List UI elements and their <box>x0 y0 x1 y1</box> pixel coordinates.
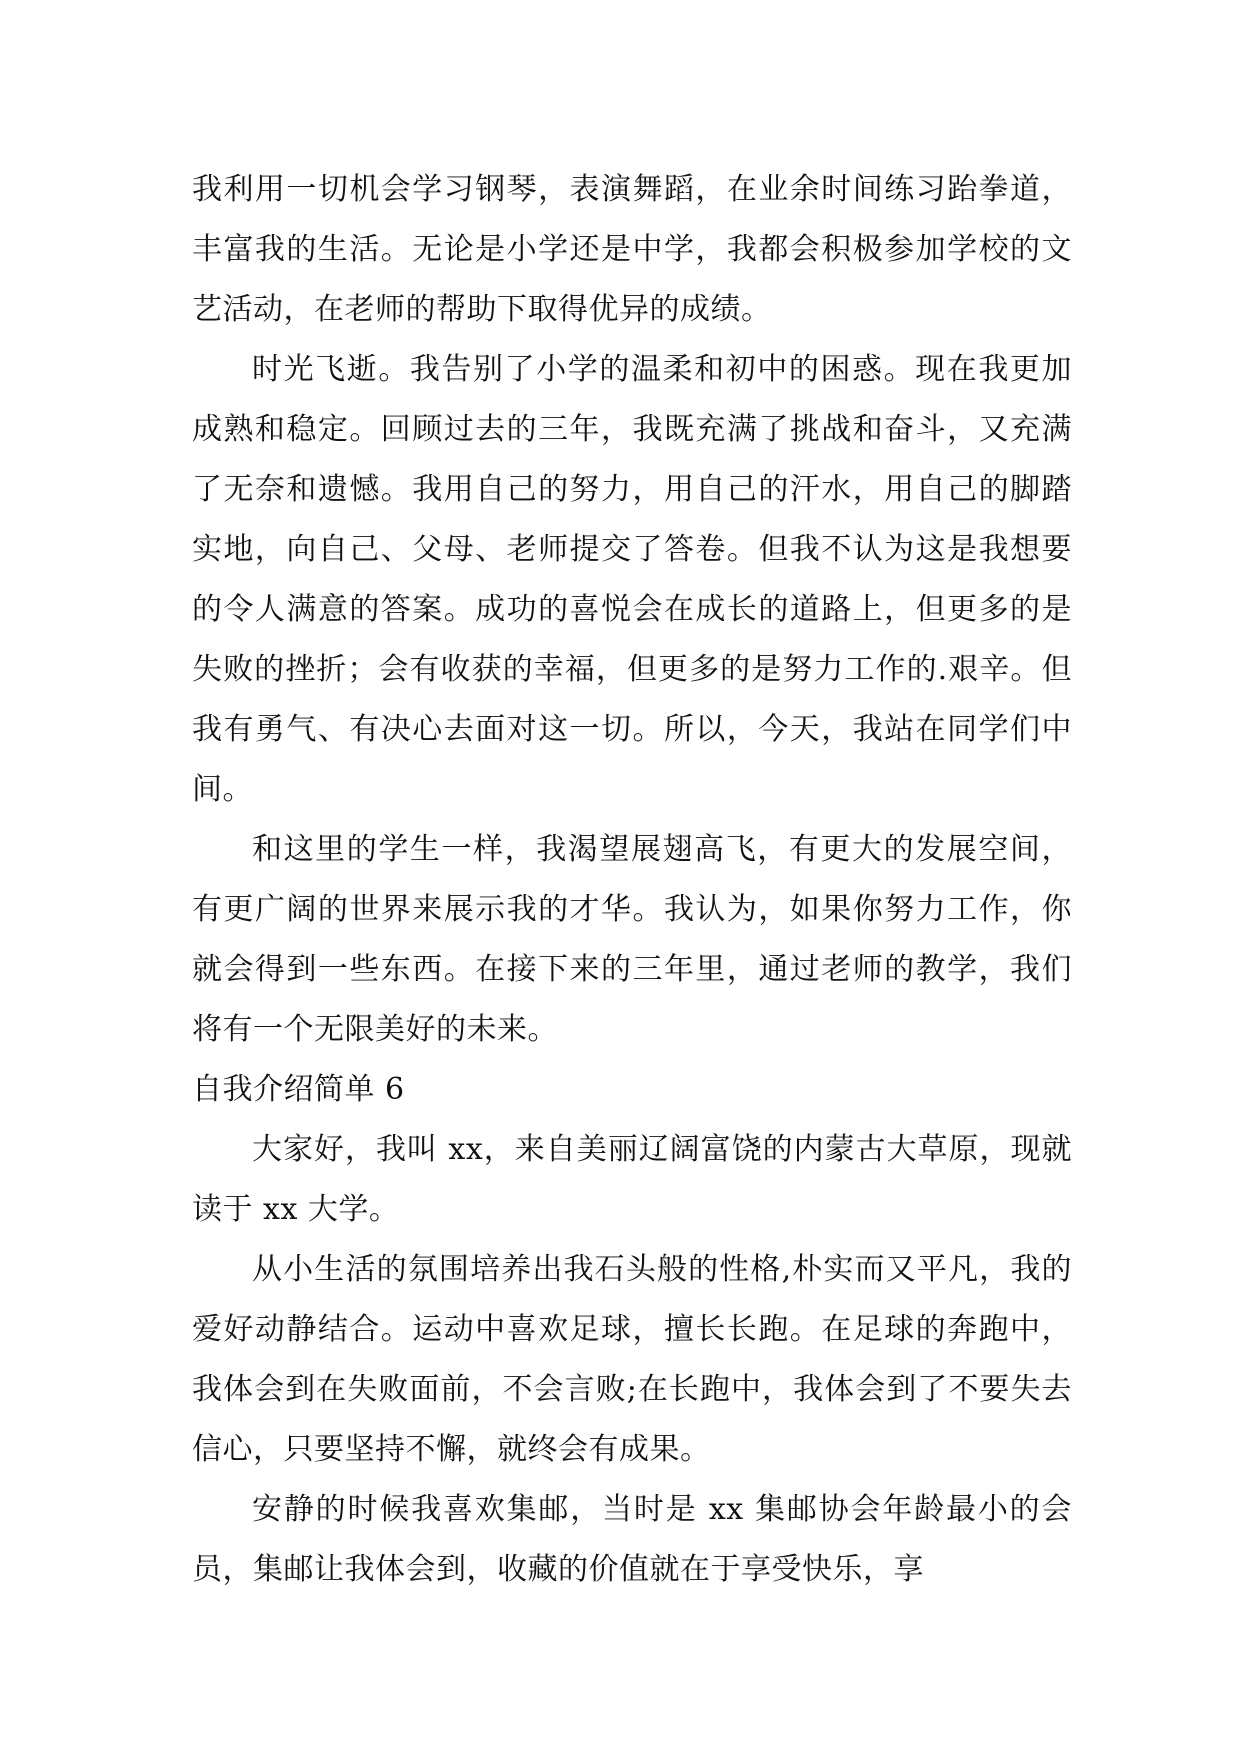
paragraph-6: 安静的时候我喜欢集邮，当时是 xx 集邮协会年龄最小的会员，集邮让我体会到，收藏的价值就在于享受快乐，享 <box>192 1492 1072 1587</box>
section-heading: 自我介绍简单 6 <box>192 1072 405 1107</box>
paragraph-2: 时光飞逝。我告别了小学的温柔和初中的困惑。现在我更加成熟和稳定。回顾过去的三年，我既充满了挑战和奋斗，又充满了无奈和遗憾。我用自己的努力，用自己的汗水，用自己的脚踏实地，向自己、父母、老师提交了答卷。但我不认为这是我想要的令人满意的答案。成功的喜悦会在成长的道路上，但更多的是失败的挫折；会有收获的幸福，但更多的是努力工作的.艰辛。但我有勇气、有决心去面对这一切。所以，今天，我站在同学们中间。 <box>192 352 1072 807</box>
paragraph-4: 大家好，我叫 xx，来自美丽辽阔富饶的内蒙古大草原，现就读于 xx 大学。 <box>192 1132 1072 1227</box>
document-body <box>192 160 1072 1600</box>
paragraph-5: 从小生活的氛围培养出我石头般的性格,朴实而又平凡，我的爱好动静结合。运动中喜欢足球，擅长长跑。在足球的奔跑中，我体会到在失败面前，不会言败;在长跑中，我体会到了不要失去信心，只要坚持不懈，就终会有成果。 <box>192 1252 1072 1467</box>
paragraph-3: 和这里的学生一样，我渴望展翅高飞，有更大的发展空间，有更广阔的世界来展示我的才华。我认为，如果你努力工作，你就会得到一些东西。在接下来的三年里，通过老师的教学，我们将有一个无限美好的未来。 <box>192 832 1072 1047</box>
paragraph-1: 我利用一切机会学习钢琴，表演舞蹈，在业余时间练习跆拳道，丰富我的生活。无论是小学还是中学，我都会积极参加学校的文艺活动，在老师的帮助下取得优异的成绩。 <box>192 172 1072 327</box>
